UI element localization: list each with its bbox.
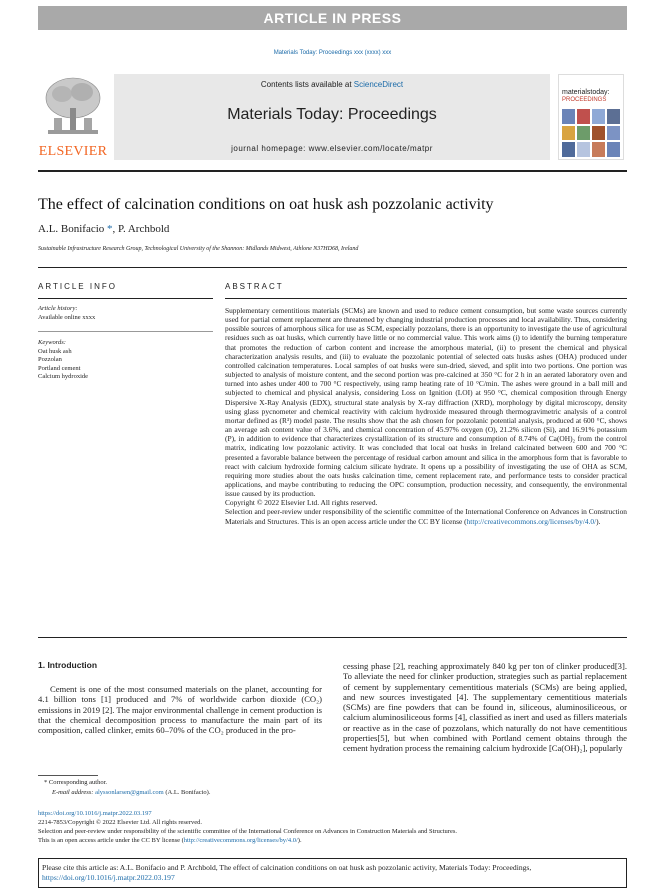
author-1: A.L. Bonifacio <box>38 223 105 235</box>
selection-end: ). <box>596 516 601 526</box>
journal-homepage[interactable]: journal homepage: www.elsevier.com/locate/matpr <box>231 144 433 153</box>
author-2: , P. Archbold <box>112 223 170 235</box>
intro-left-column: Cement is one of the most consumed materials on the planet, accounting for 4.1 billion tons [1] produced and 7% of worldwide carbon dioxide (CO₂) emissions in 2019 [2]. The major environmental challenge in cement production is that the chemical decomposition process to manufacture the main part of its composition, called clinker, emits 60–70% of the CO₂ produced in the pro- <box>38 684 322 736</box>
footer-open-access <box>38 837 302 846</box>
header-rule <box>38 170 627 172</box>
email-suffix: (A.L. Bonifacio). <box>163 789 211 796</box>
contents-prefix: Contents lists available at <box>260 80 354 89</box>
citation-doi-link[interactable]: https://doi.org/10.1016/j.matpr.2022.03.197 <box>42 873 175 882</box>
info-mid-rule <box>38 331 213 332</box>
citation-box <box>38 858 627 888</box>
footnote-rule <box>38 775 98 776</box>
section-heading-introduction: 1. Introduction <box>38 660 98 670</box>
keyword: Portland cement <box>38 364 81 372</box>
sciencedirect-link[interactable]: ScienceDirect <box>353 80 404 89</box>
elsevier-wordmark: ELSEVIER <box>38 144 108 159</box>
article-history <box>38 305 213 322</box>
abstract-body <box>225 306 627 526</box>
abstract-copyright: Copyright © 2022 Elsevier Ltd. All rights reserved. <box>225 498 378 508</box>
journal-header <box>38 70 627 162</box>
corresponding-author-mark[interactable]: * <box>104 223 113 235</box>
footer-license-link[interactable]: http://creativecommons.org/licenses/by/4.0/ <box>183 837 298 844</box>
journal-title: Materials Today: Proceedings <box>227 106 437 123</box>
cover-title-line1: materialstoday: <box>562 89 610 96</box>
footer-doi-link[interactable]: https://doi.org/10.1016/j.matpr.2022.03.197 <box>38 810 152 817</box>
abstract-text: Supplementary cementitious materials (SCMs) are known and used to reduce cement consumption, but some waste sources currently used for partial cement replacement are threatened by changing industrial production processes and local availability. Thus, considering possible sources of amorphous silica for use as SCM, especially pozzolans, there is an opportunity to investigate the use of agricultural residues such as oat husks, which currently have little or no commercial value. This work aims (i) to identify the burning temperature that promotes the reduction of carbon content and increase the amorphous material, (ii) to present the chemical and physical characterization analysis results, and (iii) to evaluate the pozzolanic potential of selected oats husks ashes (OHA) produced under controlled calcination temperatures. Local samples of oat husks were sun-dried, sieved, and split into two portions. One portion was subjected to analysis of moisture content, and the second portion was pre-calcined at 350 °C for 2 h in an aerated laboratory oven and turned into ashes under 400 to 700 °C respectively, using ramp heating rate of 10 °C/min. The ashes were ground in a ball mill and subjected to chemical and physical analysis, considering Loss on Ignition (LOI) at 950 °C, chemical composition through Energy Dispersive X-Ray Analysis (EDX), structural state analysis by X-ray diffraction (XRD), morphology by digital microscopy, density using glass pycnometer and chemical reactivity with calcium hydroxide measured through thermogravimetric analysis of a control mortar defined as (R³) model paste. The results show that the ash chosen for pozzolanic potential analysis, produced at 600 °C, shows an average ash content value of 3.6%, and chemical concentration of 45.97% oxygen (O), 21.2% silicon (Si), and 16.91% potassium (P), in addition to evidence that characterizes crystallization of its structure and consumption of 8.74% of Ca(OH)₂ from the control matrix, indicating low pozzolanic activity. It was concluded that local oat husks in Ireland calcinated between 600 and 700 °C presented a favorable balance between the percentage of residual carbon amount and silica in the amorphous form that is favorable to react with calcium hydroxide forming calcium silicate hydrate. It opens up a possibility of investigating the use of OHA as SCM, requiring more studies about the oats husks calcination time, cement replacement rate, and performance tests to consider practical applications, and maybe contributing to reducing the OPC consumption, production necessity, and consequently, the environmental issue caused by its production. <box>225 306 627 499</box>
oa-prefix: This is an open access article under the CC BY license ( <box>38 837 184 844</box>
footnote-corresponding <box>44 779 107 788</box>
info-col-rule <box>38 298 213 299</box>
citation-text: Please cite this article as: A.L. Bonifacio and P. Archbold, The effect of calcination conditions on oat husk ash pozzolanic activity, Materials Today: Proceedings, <box>42 863 532 872</box>
abstract-heading: ABSTRACT <box>225 282 284 291</box>
license-link[interactable]: http://creativecommons.org/licenses/by/4.0/ <box>466 516 597 526</box>
keyword: Oat husk ash <box>38 347 72 355</box>
abstract-rule <box>225 298 627 299</box>
oa-suffix: ). <box>297 837 302 844</box>
keywords <box>38 339 213 382</box>
history-value: Available online xxxx <box>38 313 96 321</box>
affiliation: Sustainable Infrastructure Research Group, Technological University of the Shannon: Midlands Midwest, Athlone N37HD68, Ireland <box>38 246 359 252</box>
article-title: The effect of calcination conditions on oat husk ash pozzolanic activity <box>38 196 494 213</box>
journal-cover-image <box>558 74 624 160</box>
abstract-selection <box>225 507 627 525</box>
selection-text: Selection and peer-review under responsibility of the scientific committee of the International Conference on Advances in Construction Materials and Structures. This is an open access article under the CC BY license ( <box>225 507 627 526</box>
abstract-bottom-rule <box>38 637 627 638</box>
contents-available-line <box>114 80 550 89</box>
email-label: E-mail address: <box>52 789 96 796</box>
intro-right-column: cessing phase [2], reaching approximately 840 kg per ton of clinker produced[3]. To alleviate the need for clinker production, strategies such as partial replacement of cement by supplementary cementitious materials (SCMs) are being applied, and new sources investigated [4]. The supplementary cementitious materials (SCMs) are fine powders that can be found in, siliceous, aluminosiliceous, or calcium aluminosiliceous forms [4], classified as inert and used as fillers materials or reactive as in the case of pozzolans, which naturally do not have cementitious properties[5], but when combined with Portland cement obtains through the cement hydration process the remaining calcium hydroxide [Ca(OH)₂], popularly <box>343 661 627 754</box>
elsevier-tree-icon <box>42 74 104 136</box>
article-in-press-banner: ARTICLE IN PRESS <box>38 6 627 30</box>
cover-title-line2: PROCEEDINGS <box>562 97 607 103</box>
keyword: Pozzolan <box>38 356 62 363</box>
keyword: Calcium hydroxide <box>38 373 89 380</box>
info-rule-top <box>38 267 627 268</box>
article-info-heading: ARTICLE INFO <box>38 282 117 291</box>
journal-header-center <box>114 74 550 160</box>
history-label: Article history: <box>38 305 78 312</box>
footer-issn: 2214-7853/Copyright © 2022 Elsevier Ltd. All rights reserved. <box>38 819 202 826</box>
elsevier-logo <box>38 74 108 160</box>
journal-reference-link[interactable]: Materials Today: Proceedings xxx (xxxx) xxx <box>273 50 392 56</box>
corresponding-author-note: * Corresponding author. <box>44 779 108 786</box>
keywords-label: Keywords: <box>38 339 66 346</box>
article-authors <box>38 223 169 235</box>
footer-selection: Selection and peer-review under responsibility of the scientific committee of the International Conference on Advances in Construction Materials and Structures. <box>38 828 457 835</box>
email-link[interactable]: alyssonlarsen@gmail.com <box>95 789 164 796</box>
cover-title <box>562 89 609 104</box>
cover-mosaic <box>562 109 620 157</box>
footnote-email <box>52 789 210 798</box>
